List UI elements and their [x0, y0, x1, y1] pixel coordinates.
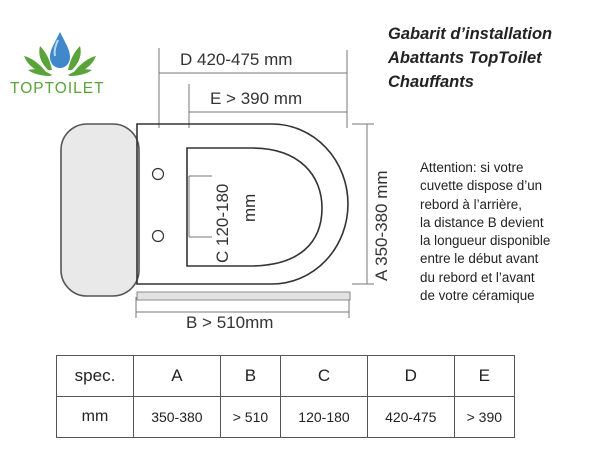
dimension-a-label: A 350-380 mm — [372, 170, 391, 281]
title-line-3: Chauffants — [388, 73, 474, 91]
header-cell-c: C — [281, 356, 368, 397]
header-cell-d: D — [367, 356, 454, 397]
dimension-c-unit: mm — [240, 193, 259, 222]
unit-cell: mm — [57, 397, 134, 438]
logo-icon — [24, 32, 96, 76]
value-cell-b: > 510 — [220, 397, 280, 438]
header-cell-a: A — [134, 356, 221, 397]
dimension-c-label: C 120-180 — [213, 183, 232, 263]
note-line: la longueur disponible — [420, 233, 551, 249]
note-line: la distance B devient — [420, 214, 544, 230]
toilet-outline — [61, 124, 350, 300]
header-cell-e: E — [454, 356, 514, 397]
cistern-shape — [61, 124, 139, 296]
note-line: du rebord et l’avant — [420, 269, 535, 285]
note-line: rebord à l’arrière, — [420, 196, 522, 212]
cover-strip — [137, 292, 350, 300]
attention-note — [420, 159, 550, 305]
value-cell-d: 420-475 — [367, 397, 454, 438]
fixing-hole-top — [153, 169, 164, 180]
dimension-b-label: B > 510mm — [186, 313, 274, 332]
spec-table — [56, 355, 515, 438]
page-title — [388, 22, 552, 94]
value-cell-e: > 390 — [454, 397, 514, 438]
dimension-d-label: D 420-475 mm — [180, 50, 293, 69]
table-header-row — [57, 356, 515, 397]
fixing-hole-bottom — [153, 231, 164, 242]
dimension-e-label: E > 390 mm — [210, 89, 303, 108]
value-cell-a: 350-380 — [134, 397, 221, 438]
brand-name: TOPTOILET — [10, 80, 105, 97]
header-cell-b: B — [220, 356, 280, 397]
note-line: entre le début avant — [420, 251, 539, 267]
table-row — [57, 397, 515, 438]
note-line: de votre céramique — [420, 288, 535, 304]
header-cell-spec: spec. — [57, 356, 134, 397]
title-line-1: Gabarit d’installation — [388, 25, 553, 43]
note-line: Attention: si votre — [420, 160, 524, 175]
value-cell-c: 120-180 — [281, 397, 368, 438]
title-line-2: Abattants TopToilet — [388, 49, 542, 67]
note-line: cuvette dispose d’un — [420, 178, 543, 194]
